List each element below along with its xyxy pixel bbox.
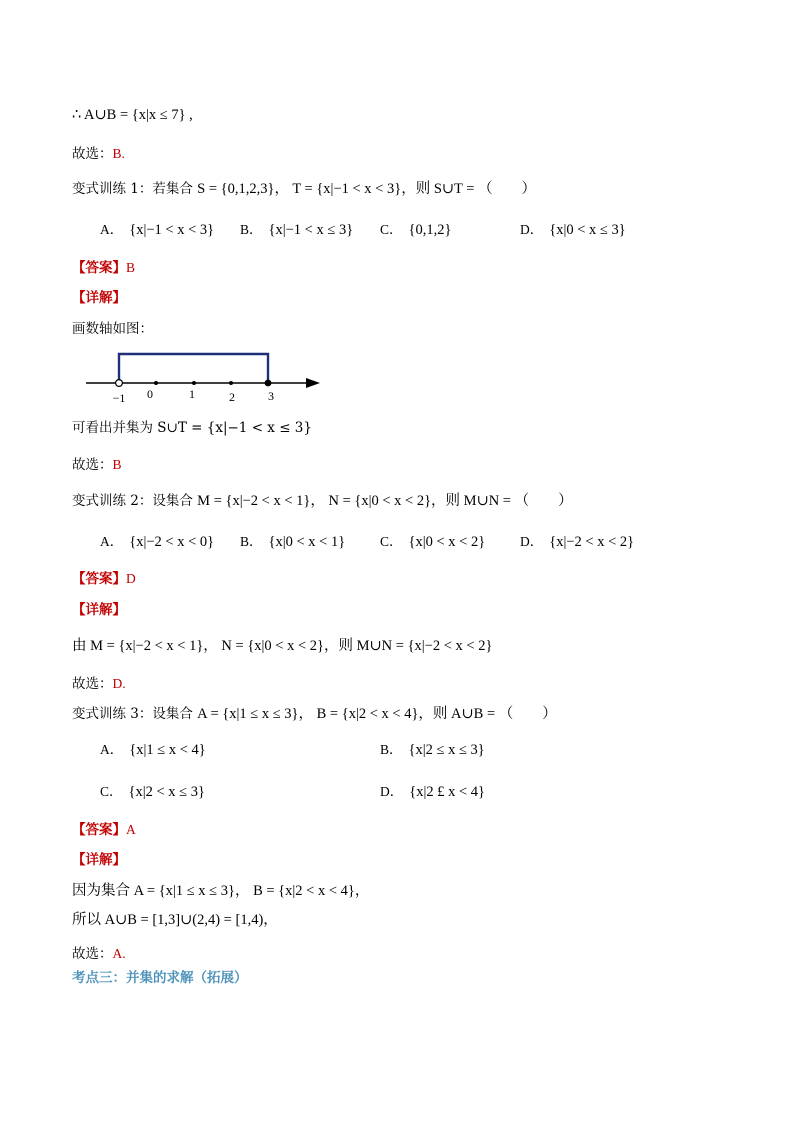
exercise-3-option-b: [380, 741, 485, 759]
option-text: {x|−2 < x < 0}: [129, 534, 215, 550]
option-label: D．: [520, 222, 544, 237]
number-line-figure: [80, 348, 340, 404]
exercise-3-detail-label: 【详解】: [72, 852, 126, 868]
option-label: D．: [520, 534, 544, 549]
exercise-3-option-a: [100, 741, 206, 759]
option-label: A．: [100, 534, 124, 549]
option-text: {0,1,2}: [408, 222, 452, 238]
option-text: {x|2 < x ≤ 3}: [128, 784, 205, 800]
exercise-1-option-d: [520, 221, 626, 239]
choice-value: D.: [112, 676, 126, 691]
exercise-3-detail-2: 所以 A∪B = [1,3]∪(2,4) = [1,4)，: [72, 912, 278, 928]
exercise-2-detail: 由 M = {x|−2 < x < 1}， N = {x|0 < x < 2}，则 M∪N = {x|−2 < x < 2}: [72, 638, 493, 654]
option-label: A．: [100, 742, 124, 757]
exercise-3-option-d: [380, 783, 485, 801]
answer-label: 【答案】: [72, 571, 126, 587]
exercise-1-stem: [72, 180, 536, 198]
exercise-2-option-a: [100, 533, 214, 551]
answer-label: 【答案】: [72, 260, 126, 276]
tick-label: 1: [189, 387, 195, 401]
option-label: D．: [380, 784, 404, 799]
tick-label: 2: [229, 390, 235, 404]
exercise-2-label: 变式训练 2：设集合: [72, 493, 198, 509]
choice-label: 故选：: [72, 946, 113, 962]
closed-endpoint: [265, 380, 272, 387]
exercise-2-expr: M = {x|−2 < x < 1}， N = {x|0 < x < 2}，则 M∪N = （ ）: [197, 493, 573, 509]
exercise-1-answer: [72, 259, 135, 277]
open-endpoint: [116, 380, 123, 387]
option-label: C．: [100, 784, 123, 799]
option-label: B．: [240, 222, 263, 237]
option-text: {x|1 ≤ x < 4}: [129, 742, 206, 758]
tick-point-2: [229, 381, 233, 385]
choice-label: 故选：: [72, 676, 113, 692]
exercise-3-label: 变式训练 3：设集合: [72, 706, 198, 722]
option-text: {x|0 < x < 1}: [268, 534, 346, 550]
option-text: {x|0 < x < 2}: [408, 534, 486, 550]
exercise-2-option-c: [380, 533, 485, 551]
answer-label: 【答案】: [72, 822, 126, 838]
tick-label: −1: [112, 391, 126, 404]
choice-value: A.: [112, 946, 126, 961]
tick-point-0: [154, 381, 158, 385]
option-text: {x|2 ≤ x ≤ 3}: [408, 742, 485, 758]
choice-value: B.: [112, 146, 125, 161]
tick-label: 3: [268, 389, 274, 403]
exercise-3-expr: A = {x|1 ≤ x ≤ 3}， B = {x|2 < x < 4}，则 A∪B = （ ）: [197, 706, 557, 722]
exercise-2-choice: [72, 675, 126, 693]
section-heading: 考点三：并集的求解（拓展）: [72, 970, 248, 986]
exercise-3-detail-1: 因为集合 A = {x|1 ≤ x ≤ 3}， B = {x|2 < x < 4}，: [72, 883, 370, 899]
option-label: C．: [380, 534, 403, 549]
exercise-1-option-c: [380, 221, 451, 239]
exercise-1-choice: [72, 456, 122, 474]
axis-arrow: [306, 378, 320, 388]
option-label: C．: [380, 222, 403, 237]
exercise-2-answer: [72, 570, 136, 588]
exercise-1-expr: S = {0,1,2,3}， T = {x|−1 < x < 3}，则 S∪T = （ ）: [197, 181, 537, 197]
exercise-3-choice: [72, 945, 126, 963]
option-label: B．: [240, 534, 263, 549]
exercise-1-option-a: [100, 221, 214, 239]
answer-value: B: [126, 260, 136, 275]
exercise-1-option-b: [240, 221, 353, 239]
union-bracket: [119, 354, 268, 383]
option-text: {x|0 < x ≤ 3}: [549, 222, 626, 238]
exercise-1-detail-label: 【详解】: [72, 290, 126, 306]
exercise-3-option-c: [100, 783, 205, 801]
option-text: {x|2 £ x < 4}: [409, 784, 485, 800]
tick-point-1: [192, 381, 196, 385]
option-text: {x|−1 < x < 3}: [129, 222, 215, 238]
choice-value: B: [112, 457, 122, 472]
exercise-1-draw-instruction: 画数轴如图：: [72, 321, 153, 337]
union-result-line: ∴ A∪B = {x|x ≤ 7} ,: [72, 107, 193, 123]
exercise-2-stem: [72, 492, 573, 510]
option-label: A．: [100, 222, 124, 237]
choice-label: 故选：: [72, 146, 113, 162]
choice-label: 故选：: [72, 457, 113, 473]
exercise-1-label: 变式训练 1：若集合: [72, 181, 198, 197]
exercise-2-option-b: [240, 533, 345, 551]
option-text: {x|−2 < x < 2}: [549, 534, 635, 550]
exercise-2-detail-label: 【详解】: [72, 602, 126, 618]
option-label: B．: [380, 742, 403, 757]
exercise-3-answer: [72, 821, 136, 839]
answer-value: A: [126, 822, 136, 837]
exercise-2-option-d: [520, 533, 634, 551]
answer-value: D: [126, 571, 136, 586]
exercise-1-conclusion: 可看出并集为 S∪T = {x|−1 < x ≤ 3}: [72, 420, 312, 436]
exercise-3-stem: [72, 705, 557, 723]
option-text: {x|−1 < x ≤ 3}: [268, 222, 354, 238]
choice-line-1: [72, 145, 125, 163]
tick-label: 0: [147, 387, 153, 401]
